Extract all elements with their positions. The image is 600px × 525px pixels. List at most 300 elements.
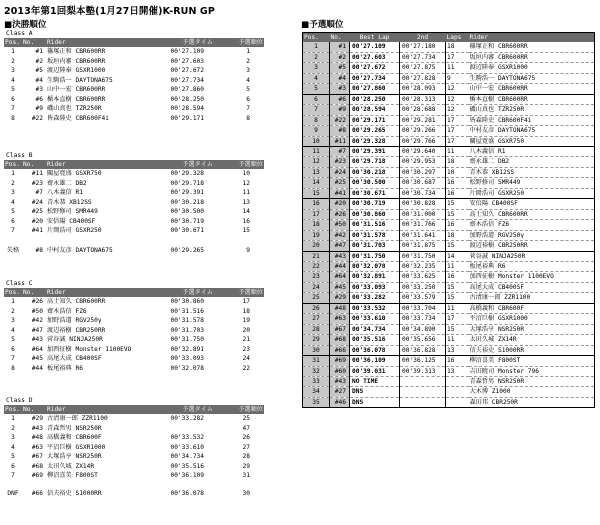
qualifying-row: [303, 42, 595, 52]
qualifying-rider: 關屋寛盛 GSXR750: [469, 136, 595, 146]
qualifying-row: [303, 146, 595, 156]
result-pos: 7: [11, 355, 15, 363]
result-time: 00'27.109: [170, 48, 204, 56]
qualifying-row: [303, 387, 595, 397]
result-no: #64: [31, 345, 43, 353]
result-pos: 5: [11, 86, 15, 94]
result-time: 00'34.734: [170, 453, 204, 461]
result-pos: 3: [11, 317, 15, 325]
qualifying-no: #41: [330, 188, 350, 198]
qualifying-best: 00'32.891: [350, 272, 400, 282]
result-no: #5: [35, 67, 43, 75]
qualifying-row: [303, 335, 595, 345]
qualifying-best: NO TIME: [350, 376, 400, 386]
result-pos: 6: [11, 217, 15, 225]
result-pos: 2: [11, 179, 15, 187]
qualifying-row: [303, 366, 595, 376]
result-pos: 7: [11, 227, 15, 235]
result-row: [4, 104, 264, 113]
qualifying-laps: 15: [446, 293, 469, 303]
col-pos: Pos.: [4, 405, 22, 414]
qualifying-rider: 柳沼喜美 F800ST: [469, 356, 595, 366]
result-pos: 3: [11, 67, 15, 75]
qualifying-rider: 中村友彦 DAYTONA675: [469, 126, 595, 136]
qualifying-rider: 大木博 Z1000: [469, 387, 595, 397]
qualifying-laps: 18: [446, 42, 469, 52]
result-qpos: 7: [246, 105, 250, 113]
result-qpos: 10: [242, 170, 250, 178]
result-qpos: 14: [242, 208, 250, 216]
qualifying-row: [303, 397, 595, 407]
qualifying-second: 00'36.125: [400, 356, 446, 366]
result-pos: 1: [11, 415, 15, 423]
qualifying-rider: 吉田暁司 Monster 796: [469, 366, 595, 376]
qualifying-no: #50: [330, 220, 350, 230]
qualifying-no: #47: [330, 241, 350, 251]
result-row: [4, 95, 264, 104]
qualifying-second: 00'36.828: [400, 345, 446, 355]
qualifying-pos: 2: [303, 52, 330, 62]
qualifying-laps: [446, 387, 469, 397]
result-time: 00'32.891: [170, 345, 204, 353]
qualifying-best: 00'33.610: [350, 314, 400, 324]
result-time: 00'30.671: [170, 227, 204, 235]
qualifying-laps: [446, 397, 469, 407]
result-time: 00'30.719: [170, 217, 204, 225]
qualifying-second: 00'33.625: [400, 272, 446, 282]
col-pos: Pos.: [303, 33, 330, 43]
qualifying-pos: 16: [303, 199, 330, 209]
qualifying-pos: 18: [303, 220, 330, 230]
qualifying-rider: 加野浩道 RGV250γ: [469, 230, 595, 240]
result-no: #47: [31, 326, 43, 334]
result-row: [4, 57, 264, 66]
qualifying-no: #66: [330, 345, 350, 355]
col-qualifying-pos: 予選順位: [214, 288, 264, 297]
result-qpos: 3: [246, 67, 250, 75]
qualifying-pos: 10: [303, 136, 330, 146]
result-rider: 高橋義和 CBR600F: [47, 434, 102, 442]
qualifying-row: [303, 376, 595, 386]
qualifying-second: 00'31.641: [400, 230, 446, 240]
qualifying-second: 00'33.579: [400, 293, 446, 303]
qualifying-best: 00'31.516: [350, 220, 400, 230]
qualifying-rider: 菅谷誠 NINJA250R: [469, 251, 595, 261]
class-results-table: [4, 38, 264, 123]
col-qualifying-time: 予選タイム: [146, 38, 214, 47]
qualifying-no: #1: [330, 42, 350, 52]
final-results-title: ■決勝順位: [4, 20, 47, 30]
qualifying-row: [303, 345, 595, 355]
result-pos: 6: [11, 345, 15, 353]
qualifying-row: [303, 126, 595, 136]
qualifying-rider: 加西征樹 Monster 1100EVO: [469, 272, 595, 282]
result-row: [4, 326, 264, 335]
result-no: #41: [31, 227, 43, 235]
result-row: [4, 85, 264, 94]
qualifying-row: [303, 209, 595, 219]
qualifying-no: #45: [330, 282, 350, 292]
result-rider: 齋永雄二 DB2: [47, 179, 87, 187]
result-row: [4, 335, 264, 344]
result-no: #42: [31, 317, 43, 325]
qualifying-best: 00'30.671: [350, 188, 400, 198]
result-time: 00'31.750: [170, 336, 204, 344]
result-qpos: 9: [246, 246, 250, 254]
result-qpos: 31: [242, 472, 250, 480]
qualifying-best: 00'31.578: [350, 230, 400, 240]
result-pos: 失格: [6, 246, 20, 254]
qualifying-second: 00'34.890: [400, 324, 446, 334]
qualifying-laps: 12: [446, 84, 469, 94]
result-rider: 大塚浩亨 NSR250R: [47, 453, 102, 461]
qualifying-rider: 青木恭 XB12SS: [469, 167, 595, 177]
result-no: #50: [31, 307, 43, 315]
result-rider: 高士知久 CBR600RR: [47, 298, 106, 306]
qualifying-row: [303, 282, 595, 292]
result-pos: 8: [11, 364, 15, 372]
class-results-table: [4, 405, 264, 498]
qualifying-row: [303, 167, 595, 177]
qualifying-best: 00'31.703: [350, 241, 400, 251]
result-time: 00'29.265: [170, 246, 204, 254]
qualifying-pos: 12: [303, 157, 330, 167]
result-pos: 1: [11, 298, 15, 306]
qualifying-row: [303, 230, 595, 240]
qualifying-no: #42: [330, 230, 350, 240]
result-row: [4, 169, 264, 178]
result-row: [4, 47, 264, 56]
result-row: [4, 307, 264, 316]
result-no: #26: [31, 298, 43, 306]
qualifying-second: 00'39.313: [400, 366, 446, 376]
result-row: [4, 207, 264, 216]
qualifying-row: [303, 105, 595, 115]
result-row: [4, 226, 264, 235]
qualifying-pos: 15: [303, 188, 330, 198]
qualifying-second: [400, 376, 446, 386]
result-time: 00'27.672: [170, 67, 204, 75]
qualifying-laps: 16: [446, 272, 469, 282]
qualifying-second: 00'29.766: [400, 136, 446, 146]
col-no: No.: [22, 405, 46, 414]
qualifying-no: #22: [330, 115, 350, 125]
qualifying-laps: 9: [446, 73, 469, 83]
col-no: No.: [22, 288, 46, 297]
result-row: [4, 345, 264, 354]
result-rider: 楯本直樹 CBR600RR: [47, 95, 106, 103]
class-label: Class B: [6, 152, 33, 159]
result-rider: 高尾大成 CB400SF: [47, 355, 102, 363]
result-no: #66: [31, 489, 43, 497]
qualifying-laps: 16: [446, 220, 469, 230]
qualifying-second: 00'32.235: [400, 261, 446, 271]
result-qpos: 16: [242, 217, 250, 225]
class-results-table: [4, 160, 264, 255]
qualifying-pos: 8: [303, 115, 330, 125]
qualifying-second: 00'33.704: [400, 303, 446, 313]
qualifying-second: 00'30.687: [400, 178, 446, 188]
result-pos: 7: [11, 105, 15, 113]
result-no: #68: [31, 462, 43, 470]
qualifying-row: [303, 199, 595, 209]
result-no: #25: [31, 208, 43, 216]
result-no: #1: [35, 48, 43, 56]
qualifying-best: 00'36.078: [350, 345, 400, 355]
result-qpos: 25: [242, 415, 250, 423]
qualifying-best: 00'27.734: [350, 73, 400, 83]
result-qpos: 28: [242, 453, 250, 461]
qualifying-no: #23: [330, 157, 350, 167]
qualifying-rider: 磯山真也 TZR250R: [469, 105, 595, 115]
result-rider: 加野浩道 RGV250γ: [47, 317, 102, 325]
result-no: #22: [31, 114, 43, 122]
result-no: #6: [35, 95, 43, 103]
qualifying-laps: 13: [446, 345, 469, 355]
qualifying-best: 00'27.860: [350, 84, 400, 94]
qualifying-no: #63: [330, 314, 350, 324]
result-rider: 八木義信 R1: [47, 189, 83, 197]
qualifying-laps: 13: [446, 366, 469, 376]
qualifying-no: #69: [330, 356, 350, 366]
result-time: 00'28.250: [170, 95, 204, 103]
qualifying-laps: 12: [446, 105, 469, 115]
qualifying-results-title: ■予選順位: [301, 20, 344, 30]
qualifying-best: 00'30.218: [350, 167, 400, 177]
qualifying-second: [400, 397, 446, 407]
result-row: [4, 489, 264, 498]
qualifying-row: [303, 241, 595, 251]
result-qpos: 6: [246, 95, 250, 103]
qualifying-row: [303, 261, 595, 271]
qualifying-best: 00'29.718: [350, 157, 400, 167]
result-pos: 2: [11, 57, 15, 65]
result-row: [4, 443, 264, 452]
result-time: 00'31.578: [170, 317, 204, 325]
result-no: #2: [35, 57, 43, 65]
result-rider: 皆森陸史 CBR600F4i: [47, 114, 110, 122]
qualifying-second: 00'28.313: [400, 94, 446, 104]
result-pos: 5: [11, 453, 15, 461]
qualifying-laps: [446, 376, 469, 386]
result-rider: 磯山真也 TZR250R: [47, 105, 102, 113]
qualifying-best: 00'33.532: [350, 303, 400, 313]
qualifying-rider: 八木義信 R1: [469, 146, 595, 156]
result-no: #8: [35, 246, 43, 254]
qualifying-rider: 篠塚正和 CBR600RR: [469, 42, 595, 52]
qualifying-no: #4: [330, 73, 350, 83]
qualifying-second: 00'33.734: [400, 314, 446, 324]
result-pos: DNF: [7, 489, 19, 497]
qualifying-row: [303, 272, 595, 282]
qualifying-laps: 17: [446, 314, 469, 324]
result-time: [146, 424, 214, 433]
result-rider: 太田久城 ZX14R: [47, 462, 95, 470]
qualifying-laps: 14: [446, 251, 469, 261]
result-rider: 板尾裕典 R6: [47, 364, 83, 372]
qualifying-no: #6: [330, 94, 350, 104]
qualifying-best: 00'29.265: [350, 126, 400, 136]
result-qpos: 23: [242, 345, 250, 353]
qualifying-rider: 皆森陸史 CBR600F4i: [469, 115, 595, 125]
result-qpos: 47: [242, 424, 250, 432]
qualifying-pos: 5: [303, 84, 330, 94]
result-time: 00'29.718: [170, 179, 204, 187]
result-rider: 柳沼喜美 F800ST: [47, 472, 98, 480]
qualifying-second: 00'28.688: [400, 105, 446, 115]
qualifying-laps: 15: [446, 282, 469, 292]
qualifying-no: #67: [330, 324, 350, 334]
result-time: 00'36.109: [170, 472, 204, 480]
qualifying-no: #25: [330, 178, 350, 188]
result-rider: 松野修司 SMR449: [47, 208, 98, 216]
qualifying-rider: 坂垣内審 CBR600RR: [469, 52, 595, 62]
result-rider: 篠塚正和 CBR600RR: [47, 48, 106, 56]
result-time: 00'27.734: [170, 76, 204, 84]
col-rider: Rider: [46, 38, 146, 47]
result-time: 00'31.516: [170, 307, 204, 315]
result-row: [4, 297, 264, 306]
qualifying-best: 00'29.328: [350, 136, 400, 146]
col-rider: Rider: [46, 160, 146, 169]
class-label: Class D: [6, 397, 33, 404]
qualifying-pos: 14: [303, 178, 330, 188]
result-row: [4, 424, 264, 433]
qualifying-no: #43: [330, 251, 350, 261]
result-no: #20: [31, 217, 43, 225]
result-rider: 青木恭 XB12SS: [47, 198, 92, 206]
result-qpos: 13: [242, 198, 250, 206]
result-rider: 渡辺陸奉 GSXR1000: [47, 67, 106, 75]
qualifying-laps: 11: [446, 261, 469, 271]
qualifying-no: #60: [330, 366, 350, 376]
result-pos: 4: [11, 326, 15, 334]
qualifying-pos: 25: [303, 293, 330, 303]
col-laps: Laps: [446, 33, 469, 43]
qualifying-laps: 17: [446, 52, 469, 62]
qualifying-row: [303, 73, 595, 83]
result-pos: 5: [11, 336, 15, 344]
qualifying-pos: 11: [303, 146, 330, 156]
qualifying-laps: 17: [446, 115, 469, 125]
qualifying-pos: 1: [303, 42, 330, 52]
result-rider: 片岡浩司 GSXR250: [47, 227, 102, 235]
result-no: #48: [31, 434, 43, 442]
col-no: No.: [22, 160, 46, 169]
result-qpos: 15: [242, 227, 250, 235]
result-rider: 信夫裕史 S1000RR: [47, 489, 102, 497]
qualifying-rider: 渡辺陸奉 GSXR1000: [469, 63, 595, 73]
result-row: [4, 188, 264, 197]
result-row: [4, 452, 264, 461]
qualifying-laps: 11: [446, 303, 469, 313]
qualifying-pos: 28: [303, 324, 330, 334]
qualifying-rider: 平沼巨樹 GSXR1000: [469, 314, 595, 324]
col-rider: Rider: [46, 405, 146, 414]
result-no: #7: [35, 189, 43, 197]
qualifying-rider: 生駒浩一 DAYTONA675: [469, 73, 595, 83]
qualifying-row: [303, 84, 595, 94]
qualifying-pos: 3: [303, 63, 330, 73]
qualifying-pos: 35: [303, 397, 330, 407]
qualifying-no: #43: [330, 376, 350, 386]
qualifying-laps: 11: [446, 146, 469, 156]
result-pos: 5: [11, 208, 15, 216]
qualifying-pos: 20: [303, 241, 330, 251]
qualifying-second: 00'30.297: [400, 167, 446, 177]
qualifying-row: [303, 115, 595, 125]
qualifying-best: 00'35.516: [350, 335, 400, 345]
qualifying-second: 00'27.828: [400, 73, 446, 83]
qualifying-laps: 17: [446, 126, 469, 136]
result-time: 00'27.860: [170, 86, 204, 94]
result-pos: 2: [11, 424, 15, 432]
qualifying-laps: 16: [446, 178, 469, 188]
qualifying-row: [303, 293, 595, 303]
col-qualifying-time: 予選タイム: [146, 405, 214, 414]
class-header-row: [4, 405, 264, 414]
result-qpos: 8: [246, 114, 250, 122]
col-pos: Pos.: [4, 160, 22, 169]
class-header-row: [4, 38, 264, 47]
result-row: [4, 471, 264, 480]
qualifying-best: DNS: [350, 387, 400, 397]
qualifying-row: [303, 52, 595, 62]
result-rider: 加西征樹 Monster 1100EVO: [47, 345, 132, 353]
result-no: #4: [35, 76, 43, 84]
qualifying-second: 00'29.640: [400, 146, 446, 156]
qualifying-second: 00'29.266: [400, 126, 446, 136]
qualifying-second: 00'29.953: [400, 157, 446, 167]
result-rider: 安倍陽 CB400SF: [47, 217, 96, 225]
result-time: 00'30.218: [170, 198, 204, 206]
qualifying-second: 00'31.875: [400, 241, 446, 251]
result-row: [4, 354, 264, 363]
result-pos: 2: [11, 307, 15, 315]
qualifying-second: 00'31.000: [400, 209, 446, 219]
qualifying-rider: 信夫裕史 S1000RR: [469, 345, 595, 355]
qualifying-pos: 17: [303, 209, 330, 219]
result-time: 00'33.282: [170, 415, 204, 423]
col-best: Best Lap: [350, 33, 400, 43]
qualifying-pos: 9: [303, 126, 330, 136]
qualifying-best: 00'34.734: [350, 324, 400, 334]
qualifying-pos: 19: [303, 230, 330, 240]
qualifying-pos: 32: [303, 366, 330, 376]
qualifying-row: [303, 314, 595, 324]
qualifying-second: 00'27.734: [400, 52, 446, 62]
result-no: #67: [31, 453, 43, 461]
result-time: 00'33.093: [170, 355, 204, 363]
qualifying-best: 00'30.860: [350, 209, 400, 219]
qualifying-best: DNS: [350, 397, 400, 407]
qualifying-second: [400, 387, 446, 397]
qualifying-pos: 27: [303, 314, 330, 324]
qualifying-row: [303, 178, 595, 188]
result-no: #9: [35, 105, 43, 113]
qualifying-header-row: [303, 33, 595, 43]
qualifying-row: [303, 324, 595, 334]
result-row: [4, 114, 264, 123]
qualifying-no: #11: [330, 136, 350, 146]
qualifying-rider: 高橋義和 CBR600F: [469, 303, 595, 313]
qualifying-no: #27: [330, 387, 350, 397]
col-qualifying-pos: 予選順位: [214, 38, 264, 47]
result-qpos: 19: [242, 317, 250, 325]
qualifying-laps: 15: [446, 241, 469, 251]
col-no: No.: [22, 38, 46, 47]
qualifying-no: #68: [330, 335, 350, 345]
